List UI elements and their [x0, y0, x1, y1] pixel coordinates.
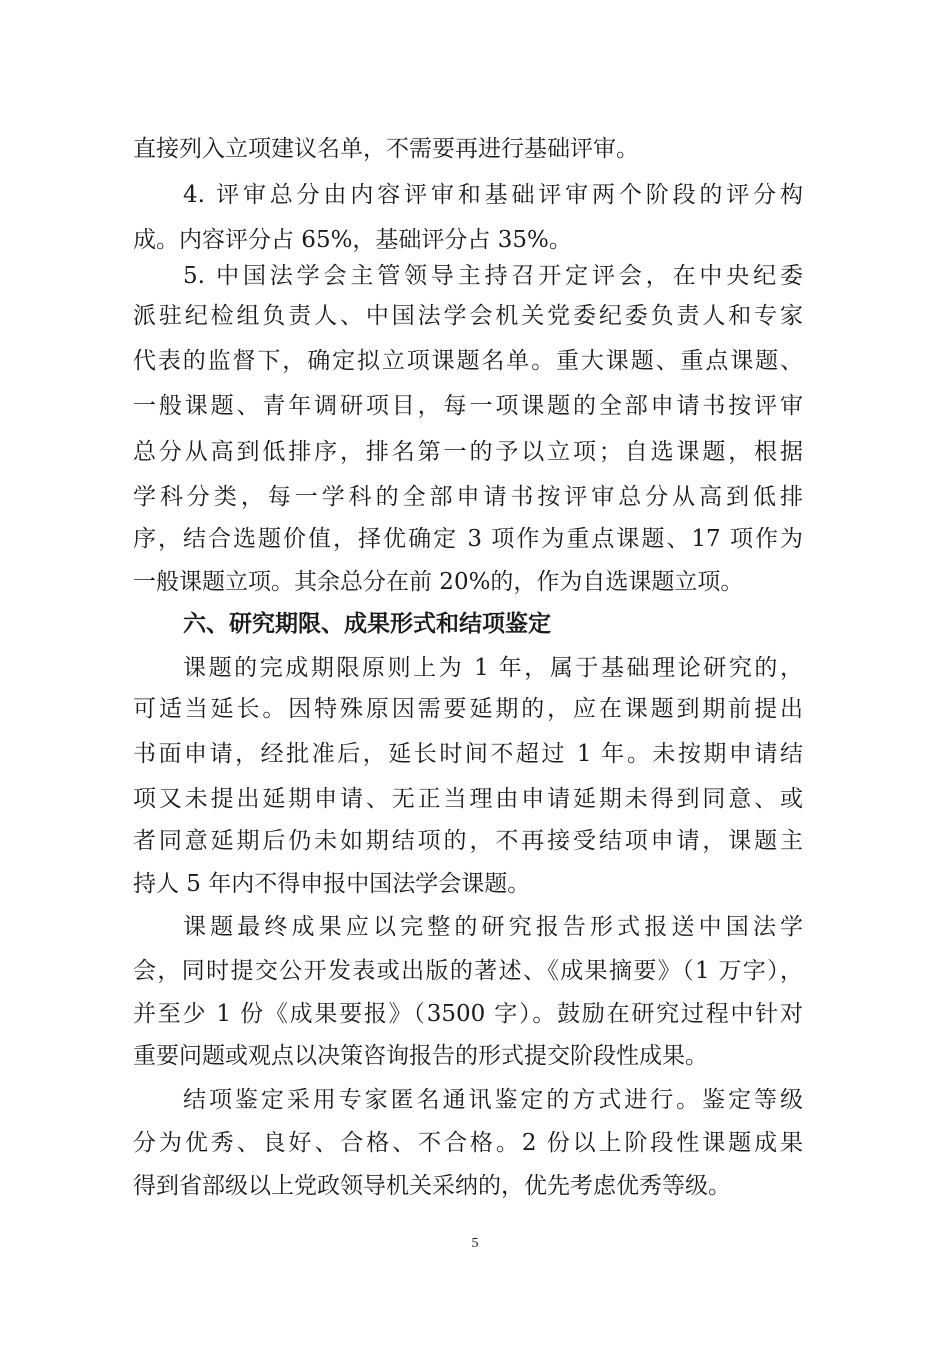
text-line: 课题的完成期限原则上为 1 年，属于基础理论研究的， [183, 655, 803, 681]
text-line: 分为优秀、良好、合格、不合格。2 份以上阶段性课题成果 [133, 1130, 803, 1156]
text-line: 序，结合选题价值，择优确定 3 项作为重点课题、17 项作为 [133, 526, 803, 552]
text-line: 可适当延长。因特殊原因需要延期的，应在课题到期前提出 [133, 696, 803, 722]
text-line: 成。内容评分占 65%，基础评分占 35%。 [133, 227, 572, 253]
text-line: 会，同时提交公开发表或出版的著述、《成果摘要》（1 万字）， [133, 958, 803, 984]
text-line: 一般课题、青年调研项目，每一项课题的全部申请书按评审 [133, 393, 803, 419]
text-line: 4. 评审总分由内容评审和基础评审两个阶段的评分构 [183, 182, 803, 208]
section-heading: 六、研究期限、成果形式和结项鉴定 [183, 611, 551, 637]
text-line: 持人 5 年内不得申报中国法学会课题。 [133, 871, 531, 897]
text-line: 课题最终成果应以完整的研究报告形式报送中国法学 [183, 914, 803, 940]
text-line: 书面申请，经批准后，延长时间不超过 1 年。未按期申请结 [133, 741, 803, 767]
text-line: 学科分类，每一学科的全部申请书按评审总分从高到低排 [133, 484, 803, 510]
page-number: 5 [471, 1236, 479, 1251]
text-line: 项又未提出延期申请、无正当理由申请延期未得到同意、或 [133, 786, 803, 812]
text-line: 一般课题立项。其余总分在前 20%的，作为自选课题立项。 [133, 569, 744, 595]
text-line: 重要问题或观点以决策咨询报告的形式提交阶段性成果。 [133, 1043, 708, 1069]
text-line: 得到省部级以上党政领导机关采纳的，优先考虑优秀等级。 [133, 1173, 731, 1199]
text-line: 5. 中国法学会主管领导主持召开定评会，在中央纪委 [183, 263, 803, 289]
text-line: 代表的监督下，确定拟立项课题名单。重大课题、重点课题、 [133, 348, 803, 374]
text-line: 派驻纪检组负责人、中国法学会机关党委纪委负责人和专家 [133, 303, 803, 329]
text-line: 并至少 1 份《成果要报》（3500 字）。鼓励在研究过程中针对 [133, 1001, 803, 1027]
text-line: 总分从高到低排序，排名第一的予以立项；自选课题，根据 [133, 439, 803, 465]
text-line: 结项鉴定采用专家匿名通讯鉴定的方式进行。鉴定等级 [183, 1087, 803, 1113]
text-line: 者同意延期后仍未如期结项的，不再接受结项申请，课题主 [133, 828, 803, 854]
text-line: 直接列入立项建议名单，不需要再进行基础评审。 [133, 136, 639, 162]
